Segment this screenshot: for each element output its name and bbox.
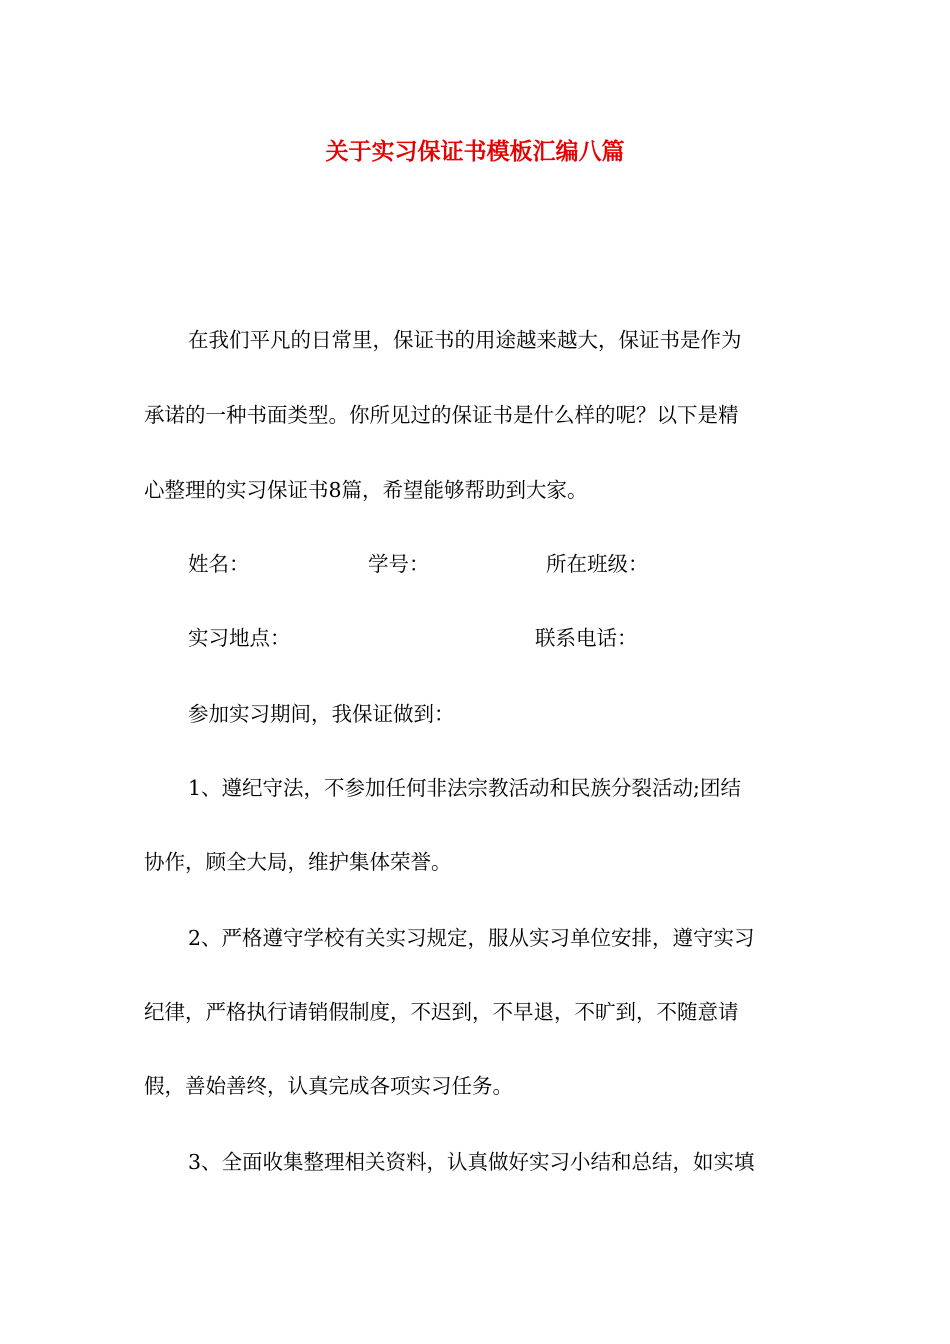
item-1-line-2: 协作，顾全大局，维护集体荣誉。: [144, 850, 452, 874]
pledge-intro: 参加实习期间，我保证做到：: [188, 702, 455, 726]
phone-label: 联系电话：: [535, 626, 638, 650]
document-title: 关于实习保证书模板汇编八篇: [325, 138, 625, 165]
intro-line-2: 承诺的一种书面类型。你所见过的保证书是什么样的呢？以下是精: [144, 403, 739, 427]
item-2-line-3: 假，善始善终，认真完成各项实习任务。: [144, 1074, 513, 1098]
item-2-line-1: 2、严格遵守学校有关实习规定，服从实习单位安排，遵守实习: [188, 926, 755, 950]
item-3-line-1: 3、全面收集整理相关资料，认真做好实习小结和总结，如实填: [188, 1150, 755, 1174]
student-id-label: 学号：: [368, 552, 430, 576]
item-2-line-2: 纪律，严格执行请销假制度，不迟到，不早退，不旷到，不随意请: [144, 1000, 739, 1024]
intro-line-1: 在我们平凡的日常里，保证书的用途越来越大，保证书是作为: [188, 328, 742, 352]
name-label: 姓名：: [188, 552, 250, 576]
location-label: 实习地点：: [188, 626, 291, 650]
intro-line-3: 心整理的实习保证书8篇，希望能够帮助到大家。: [144, 478, 588, 502]
class-label: 所在班级：: [546, 552, 649, 576]
item-1-line-1: 1、遵纪守法，不参加任何非法宗教活动和民族分裂活动;团结: [188, 776, 741, 800]
